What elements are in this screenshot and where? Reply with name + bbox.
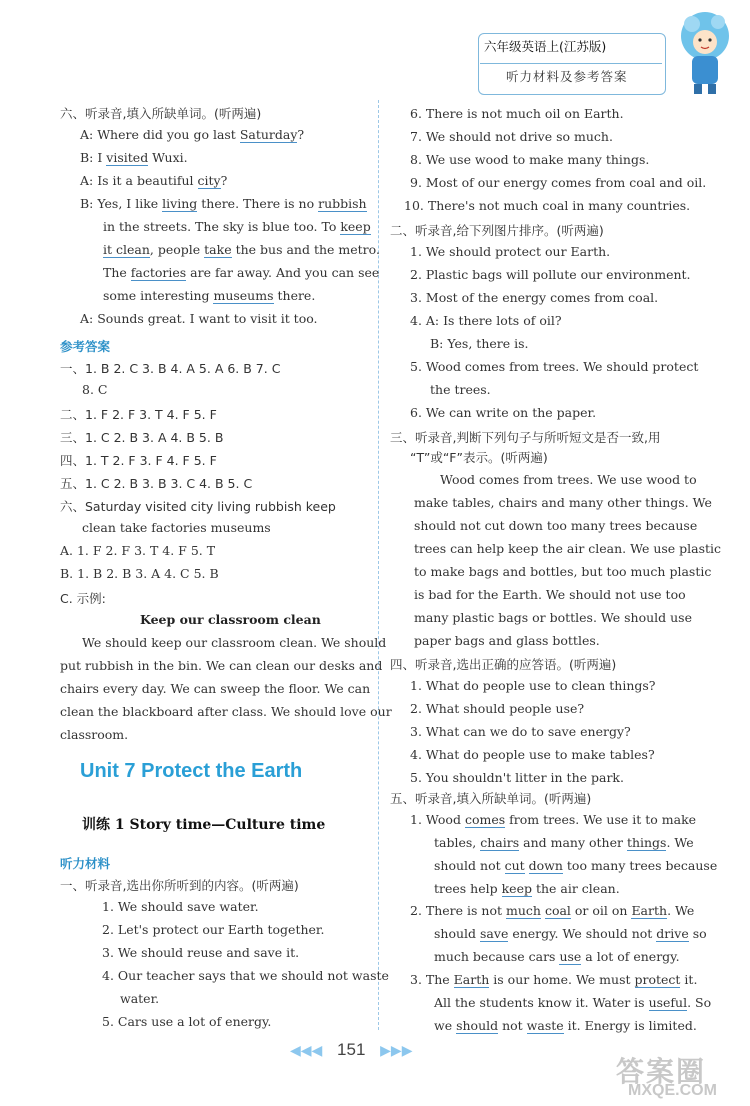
essay-line: classroom. [60, 727, 129, 742]
fill-line: 3. The Earth is our home. We must protect it. [410, 972, 698, 987]
answer-line: C. 示例: [60, 591, 106, 606]
list-item: B: Yes, there is. [430, 336, 529, 351]
header-divider [480, 63, 662, 64]
fill-line: we should not waste it. Energy is limited. [434, 1018, 697, 1033]
answer-line: A. 1. F 2. F 3. T 4. F 5. T [60, 543, 216, 558]
answer-line: 五、1. C 2. B 3. B 3. C 4. B 5. C [60, 476, 253, 491]
list-item: the trees. [430, 382, 491, 397]
section-4-heading: 四、听录音,选出正确的应答语。(听两遍) [390, 657, 617, 672]
list-item: 1. We should protect our Earth. [410, 244, 611, 259]
essay-line: clean the blackboard after class. We should love our [60, 704, 392, 719]
list-item: 2. Plastic bags will pollute our environment. [410, 267, 691, 282]
page-footer [290, 1040, 412, 1060]
list-item: 3. Most of the energy comes from coal. [410, 290, 659, 305]
section-2-heading: 二、听录音,给下列图片排序。(听两遍) [390, 223, 604, 238]
passage-line: Wood comes from trees. We use wood to [440, 472, 697, 487]
list-item: 10. There's not much coal in many countries. [404, 198, 691, 213]
section-3-heading-cont: “T”或“F”表示。(听两遍) [410, 450, 548, 465]
lesson-title: 训练 1 Story time—Culture time [82, 817, 326, 833]
book-subtitle: 听力材料及参考答案 [506, 69, 628, 84]
list-item: 2. Let's protect our Earth together. [102, 922, 325, 937]
fill-line: All the students know it. Water is useful. So [434, 995, 712, 1010]
essay-line: We should keep our classroom clean. We should [82, 635, 387, 650]
essay-line: chairs every day. We can sweep the floor. We can [60, 681, 371, 696]
section-1-heading: 一、听录音,选出你所听到的内容。(听两遍) [60, 878, 299, 893]
list-item: 7. We should not drive so much. [410, 129, 613, 144]
dialog-line: A: Sounds great. I want to visit it too. [80, 311, 318, 326]
section-3-heading: 三、听录音,判断下列句子与所听短文是否一致,用 [390, 430, 661, 445]
list-item: 6. We can write on the paper. [410, 405, 597, 420]
essay-title: Keep our classroom clean [140, 612, 321, 627]
passage-line: to make bags and bottles, but too much plastic [414, 564, 712, 579]
list-item: 1. What do people use to clean things? [410, 678, 656, 693]
book-title: 六年级英语上(江苏版) [484, 39, 607, 54]
dialog-line: The factories are far away. And you can see [103, 265, 380, 280]
answer-line: 六、Saturday visited city living rubbish keep [60, 499, 336, 514]
answer-line: B. 1. B 2. B 3. A 4. C 5. B [60, 566, 219, 581]
fill-line: trees help keep the air clean. [434, 881, 620, 896]
dialog-line: B: Yes, I like living there. There is no rubbish [80, 196, 367, 211]
mascot-illustration [672, 6, 738, 98]
passage-line: many plastic bags or bottles. We should use [414, 610, 692, 625]
listening-heading: 听力材料 [60, 856, 111, 871]
passage-line: is bad for the Earth. We should not use too [414, 587, 686, 602]
answer-line: 二、1. F 2. F 3. T 4. F 5. F [60, 407, 217, 422]
prev-arrows-icon: ◀◀◀ [290, 1042, 323, 1058]
fill-line: tables, chairs and many other things. We [434, 835, 694, 850]
list-item: 5. You shouldn't litter in the park. [410, 770, 624, 785]
section-6-heading: 六、听录音,填入所缺单词。(听两遍) [60, 106, 262, 121]
fill-line: 1. Wood comes from trees. We use it to make [410, 812, 697, 827]
fill-line: much because cars use a lot of energy. [434, 949, 680, 964]
answers-heading: 参考答案 [60, 339, 111, 354]
fill-line: should save energy. We should not drive so [434, 926, 707, 941]
list-item: 3. What can we do to save energy? [410, 724, 631, 739]
dialog-line: A: Where did you go last Saturday? [80, 127, 305, 142]
unit-title: Unit 7 Protect the Earth [80, 760, 303, 782]
column-divider [378, 100, 379, 1030]
list-item: 2. What should people use? [410, 701, 585, 716]
dialog-line: it clean, people take the bus and the metro. [103, 242, 380, 257]
list-item: 8. We use wood to make many things. [410, 152, 650, 167]
next-arrows-icon: ▶▶▶ [380, 1042, 413, 1058]
dialog-line: A: Is it a beautiful city? [80, 173, 228, 188]
answer-line: 三、1. C 2. B 3. A 4. B 5. B [60, 430, 224, 445]
passage-line: should not cut down too many trees because [414, 518, 698, 533]
answer-line: 四、1. T 2. F 3. F 4. F 5. F [60, 453, 217, 468]
essay-line: put rubbish in the bin. We can clean our desks and [60, 658, 383, 673]
passage-line: make tables, chairs and many other things. We [414, 495, 712, 510]
fill-line: should not cut down too many trees because [434, 858, 718, 873]
list-item: 4. What do people use to make tables? [410, 747, 655, 762]
dialog-line: B: I visited Wuxi. [80, 150, 188, 165]
answer-line: clean take factories museums [82, 520, 271, 535]
watermark-url: MXQE.COM [628, 1082, 717, 1099]
list-item: water. [120, 991, 160, 1006]
list-item: 5. Cars use a lot of energy. [102, 1014, 272, 1029]
dialog-line: some interesting museums there. [103, 288, 316, 303]
answer-line: 一、1. B 2. C 3. B 4. A 5. A 6. B 7. C [60, 361, 281, 376]
fill-line: 2. There is not much coal or oil on Earth. We [410, 903, 695, 918]
watermark-logo: 答案圈 [616, 1056, 707, 1087]
list-item: 3. We should reuse and save it. [102, 945, 300, 960]
list-item: 4. Our teacher says that we should not waste [102, 968, 389, 983]
passage-line: trees can help keep the air clean. We use plastic [414, 541, 722, 556]
section-5-heading: 五、听录音,填入所缺单词。(听两遍) [390, 791, 592, 806]
list-item: 4. A: Is there lots of oil? [410, 313, 562, 328]
answer-line: 8. C [82, 382, 108, 397]
dialog-line: in the streets. The sky is blue too. To keep [103, 219, 371, 234]
list-item: 6. There is not much oil on Earth. [410, 106, 624, 121]
list-item: 9. Most of our energy comes from coal and oil. [410, 175, 707, 190]
list-item: 1. We should save water. [102, 899, 259, 914]
page-number: 151 [337, 1040, 366, 1059]
passage-line: paper bags and glass bottles. [414, 633, 600, 648]
list-item: 5. Wood comes from trees. We should protect [410, 359, 699, 374]
